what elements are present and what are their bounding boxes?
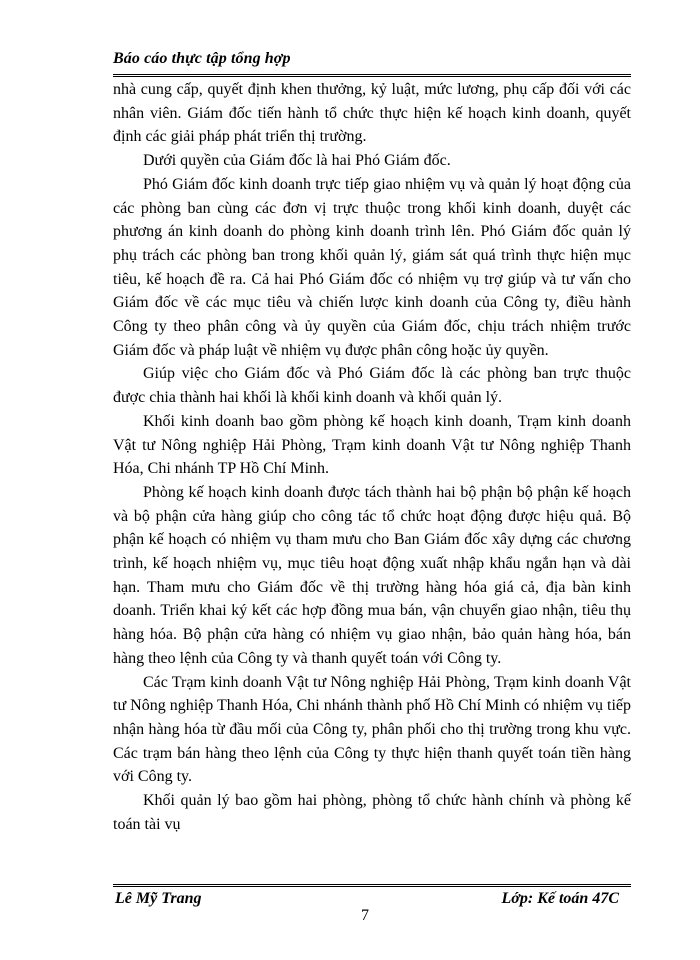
- paragraph: Phó Giám đốc kinh doanh trực tiếp giao nhiệm vụ và quản lý hoạt động của các phòng ban cùng các đơn vị trực thuộc trong khối kinh doanh, duyệt các phương án kinh doanh do phòng kinh doanh trình lên. Phó Giám đốc quản lý phụ trách các phòng ban trong khối quản lý, giám sát quá trình thực hiện mục tiêu, kế hoạch đề ra. Cả hai Phó Giám đốc có nhiệm vụ trợ giúp và tư vấn cho Giám đốc về các mục tiêu và chiến lược kinh doanh của Công ty, điều hành Công ty theo phân công và ủy quyền của Giám đốc, chịu trách nhiệm trước Giám đốc và pháp luật về nhiệm vụ được phân công hoặc ủy quyền.: [113, 175, 631, 359]
- paragraph: Phòng kế hoạch kinh doanh được tách thành hai bộ phận bộ phận kế hoạch và bộ phận cửa hàng giúp cho công tác tổ chức hoạt động được hiệu quả. Bộ phận kế hoạch có nhiệm vụ tham mưu cho Ban Giám đốc xây dựng các chương trình, kế hoạch nhiệm vụ, mục tiêu hoạt động xuất nhập khẩu ngắn hạn và dài hạn. Tham mưu cho Giám đốc về thị trường hàng hóa giá cả, địa bàn kinh doanh. Triển khai ký kết các hợp đồng mua bán, vận chuyển giao nhận, tiêu thụ hàng hóa. Bộ phận cửa hàng có nhiệm vụ giao nhận, bảo quản hàng hóa, bán hàng theo lệnh của Công ty và thanh quyết toán với Công ty.: [113, 483, 631, 667]
- paragraph: nhà cung cấp, quyết định khen thưởng, kỷ luật, mức lương, phụ cấp đối với các nhân viên. Giám đốc tiến hành tổ chức thực hiện kế hoạch kinh doanh, quyết định các giải pháp phát triển thị trường.: [113, 81, 631, 146]
- paragraph: Các Trạm kinh doanh Vật tư Nông nghiệp Hải Phòng, Trạm kinh doanh Vật tư Nông nghiệp Thanh Hóa, Chi nhánh thành phố Hồ Chí Minh có nhiệm vụ tiếp nhận hàng hóa từ đầu mối của Công ty, phân phối cho thị trường trong khu vực. Các trạm bán hàng theo lệnh của Công ty thực hiện thanh quyết toán tiền hàng với Công ty.: [113, 673, 631, 786]
- report-title: Báo cáo thực tập tổng hợp: [113, 50, 291, 67]
- paragraph: Dưới quyền của Giám đốc là hai Phó Giám đốc.: [143, 152, 451, 170]
- page-footer: [113, 884, 631, 927]
- paragraph: Khối kinh doanh bao gồm phòng kế hoạch kinh doanh, Trạm kinh doanh Vật tư Nông nghiệp Hải Phòng, Trạm kinh doanh Vật tư Nông nghiệp Thanh Hóa, Chi nhánh TP Hồ Chí Minh.: [113, 412, 631, 478]
- author-name: Lê Mỹ Trang: [115, 890, 202, 907]
- class-label: Lớp: Kế toán 47C: [501, 890, 619, 907]
- document-body: [113, 78, 631, 837]
- paragraph: Giúp việc cho Giám đốc và Phó Giám đốc là các phòng ban trực thuộc được chia thành hai khối là khối kinh doanh và khối quản lý.: [113, 365, 631, 407]
- page-number: 7: [361, 907, 369, 924]
- paragraph: Khối quản lý bao gồm hai phòng, phòng tổ chức hành chính và phòng kế toán tài vụ: [113, 792, 631, 833]
- page-header: [113, 48, 631, 77]
